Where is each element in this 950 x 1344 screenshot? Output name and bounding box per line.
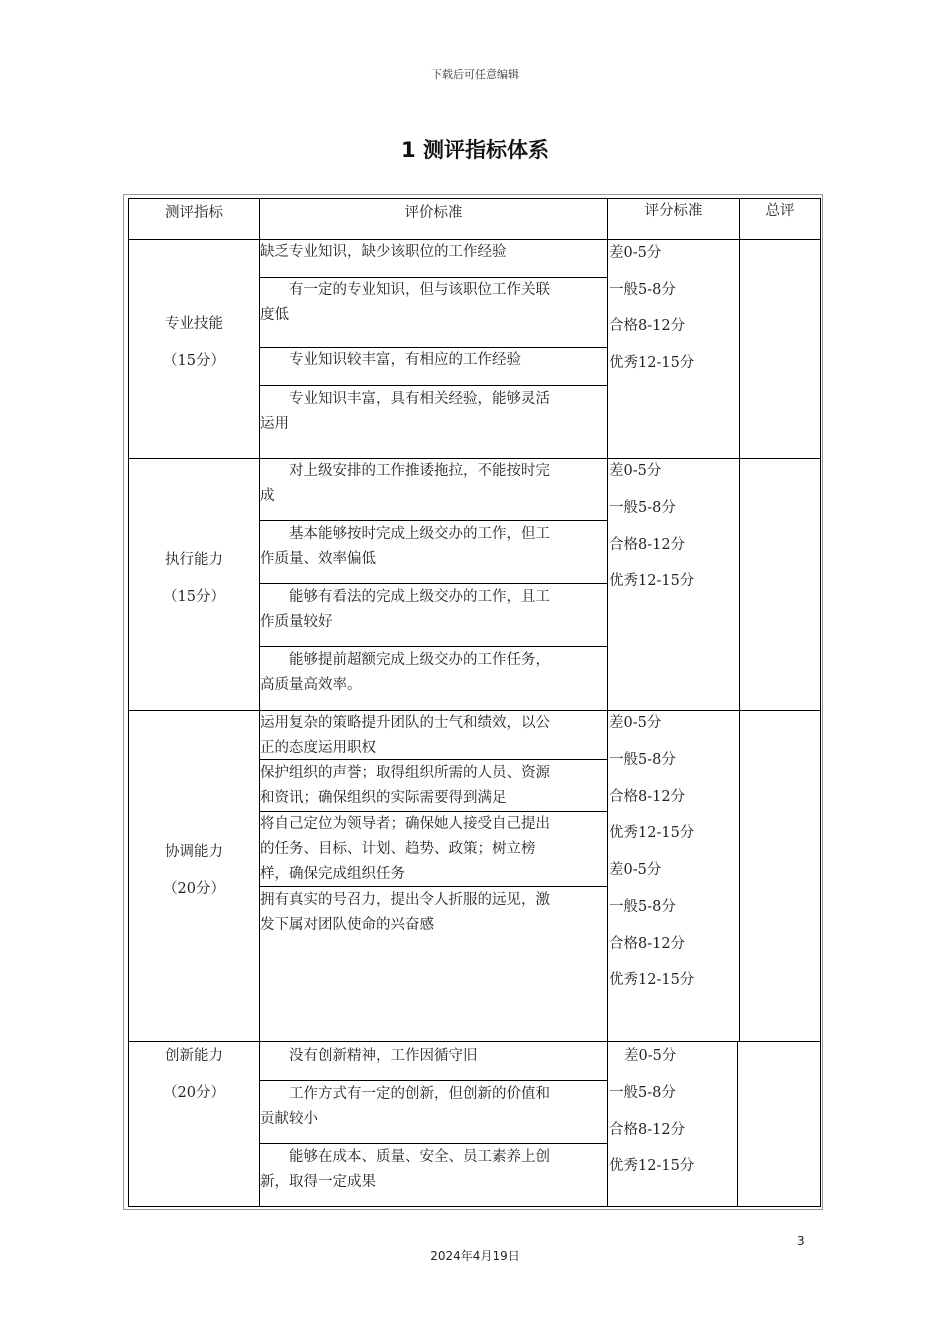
criteria-text: 和资讯；确保组织的实际需要得到满足 xyxy=(260,790,507,806)
table-bottom-border xyxy=(128,1206,821,1207)
criteria-text: 作质量、效率偏低 xyxy=(260,551,376,567)
criteria-text: 成 xyxy=(260,488,275,504)
indicator-points: （15分） xyxy=(163,589,225,605)
criteria-text: 新，取得一定成果 xyxy=(260,1174,376,1190)
criteria-text: 样，确保完成组织任务 xyxy=(260,866,405,882)
criteria-text: 贡献较小 xyxy=(260,1111,318,1127)
criteria-text: 将自己定位为领导者；确保她人接受自己提出 xyxy=(260,816,550,832)
score-level: 差0-5分 xyxy=(609,862,662,878)
header-evaluation-criteria: 评价标准 xyxy=(404,205,463,221)
score-level: 优秀12-15分 xyxy=(609,355,695,371)
indicator-points: （20分） xyxy=(163,1085,225,1101)
criteria-divider xyxy=(259,646,607,647)
criteria-text: 高质量高效率。 xyxy=(260,677,362,693)
criteria-text: 保护组织的声誉；取得组织所需的人员、资源 xyxy=(260,765,550,781)
criteria-text: 基本能够按时完成上级交办的工作，但工 xyxy=(260,526,550,542)
score-level: 一般5-8分 xyxy=(609,752,676,768)
page-number: 3 xyxy=(797,1234,805,1248)
column-divider xyxy=(739,198,740,1042)
score-level: 优秀12-15分 xyxy=(609,972,695,988)
score-level: 差0-5分 xyxy=(609,245,662,261)
indicator-name: 专业技能 xyxy=(165,316,223,332)
page-header: 下载后可任意编辑 xyxy=(431,68,519,81)
header-scoring-criteria: 评分标准 xyxy=(644,203,703,219)
criteria-text: 运用复杂的策略提升团队的士气和绩效，以公 xyxy=(260,715,550,731)
criteria-text: 专业知识较丰富，有相应的工作经验 xyxy=(260,352,521,368)
score-level: 一般5-8分 xyxy=(609,500,676,516)
criteria-text: 的任务、目标、计划、趋势、政策；树立榜 xyxy=(260,841,536,857)
criteria-text: 度低 xyxy=(260,307,289,323)
indicator-name: 协调能力 xyxy=(165,844,223,860)
indicator-points: （15分） xyxy=(163,353,225,369)
header-overall: 总评 xyxy=(765,203,795,219)
score-level: 优秀12-15分 xyxy=(609,825,695,841)
criteria-text: 能够有看法的完成上级交办的工作，且工 xyxy=(260,589,550,605)
score-level: 合格8-12分 xyxy=(609,789,686,805)
criteria-text: 运用 xyxy=(260,416,289,432)
score-level: 合格8-12分 xyxy=(609,318,686,334)
score-level: 差0-5分 xyxy=(609,715,662,731)
score-level: 优秀12-15分 xyxy=(609,1158,695,1174)
row-divider xyxy=(128,1041,821,1042)
criteria-text: 没有创新精神，工作因循守旧 xyxy=(260,1048,478,1064)
column-divider xyxy=(737,1042,738,1207)
score-level: 一般5-8分 xyxy=(609,899,676,915)
score-level: 合格8-12分 xyxy=(609,936,686,952)
indicator-name: 执行能力 xyxy=(165,552,223,568)
criteria-text: 发下属对团队使命的兴奋感 xyxy=(260,917,434,933)
score-level: 优秀12-15分 xyxy=(609,573,695,589)
criteria-text: 缺乏专业知识，缺少该职位的工作经验 xyxy=(260,244,507,260)
indicator-points: （20分） xyxy=(163,881,225,897)
score-level: 差0-5分 xyxy=(624,1048,677,1064)
score-level: 合格8-12分 xyxy=(609,1122,686,1138)
score-level: 差0-5分 xyxy=(609,463,662,479)
criteria-text: 专业知识丰富，具有相关经验，能够灵活 xyxy=(260,391,550,407)
criteria-divider xyxy=(259,1080,607,1081)
header-indicator: 测评指标 xyxy=(165,205,223,221)
criteria-text: 能够在成本、质量、安全、员工素养上创 xyxy=(260,1149,550,1165)
criteria-text: 拥有真实的号召力，提出令人折服的远见，激 xyxy=(260,892,550,908)
criteria-text: 作质量较好 xyxy=(260,614,333,630)
score-level: 合格8-12分 xyxy=(609,537,686,553)
footer-date: 2024年4月19日 xyxy=(430,1249,520,1263)
column-divider xyxy=(607,198,608,1207)
page-title: 1 测评指标体系 xyxy=(401,138,549,162)
score-level: 一般5-8分 xyxy=(609,282,676,298)
criteria-text: 有一定的专业知识，但与该职位工作关联 xyxy=(260,282,550,298)
criteria-divider xyxy=(259,583,607,584)
criteria-text: 工作方式有一定的创新，但创新的价值和 xyxy=(260,1086,550,1102)
criteria-text: 能够提前超额完成上级交办的工作任务， xyxy=(260,652,550,668)
table-right-border xyxy=(820,198,821,1207)
criteria-text: 对上级安排的工作推诿拖拉，不能按时完 xyxy=(260,463,550,479)
criteria-divider xyxy=(259,520,607,521)
criteria-divider xyxy=(259,1143,607,1144)
score-level: 一般5-8分 xyxy=(609,1085,676,1101)
criteria-text: 正的态度运用职权 xyxy=(260,740,376,756)
indicator-name: 创新能力 xyxy=(165,1048,223,1064)
criteria-divider xyxy=(259,385,607,386)
